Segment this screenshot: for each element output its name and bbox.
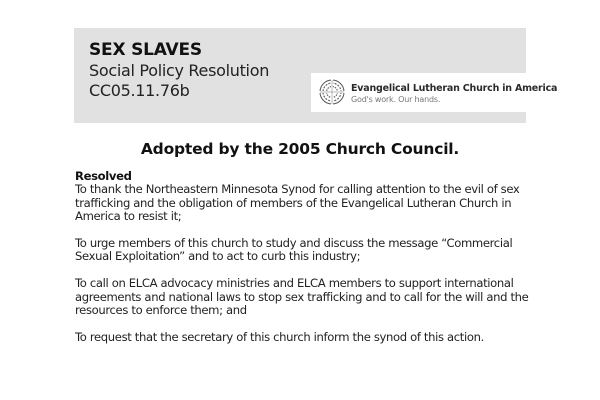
- resolution-paragraph: To thank the Northeastern Minnesota Synod for calling attention to the evil of sex trafficking and the obligation of members of the Evangelical Lutheran Church in America to resist it;: [75, 182, 520, 224]
- document-code: CC05.11.76b: [89, 81, 190, 100]
- document-header: [74, 28, 558, 123]
- resolved-label: Resolved: [75, 169, 132, 183]
- elca-logo: [311, 73, 558, 112]
- resolution-paragraph: To request that the secretary of this church inform the synod of this action.: [75, 329, 484, 344]
- resolution-body: [75, 170, 535, 358]
- resolution-paragraph: To call on ELCA advocacy ministries and ELCA members to support international agreements and national laws to stop sex trafficking and to call for the will and the resources to enforce them; and: [75, 276, 529, 318]
- resolution-paragraph: To urge members of this church to study and discuss the message “Commercial Sexual Exploitation” and to act to curb this industry;: [75, 236, 513, 264]
- elca-cross-emblem-icon: [319, 79, 345, 105]
- document-subtitle: Social Policy Resolution: [89, 61, 270, 80]
- logo-organization-name: Evangelical Lutheran Church in America: [351, 83, 558, 94]
- adopted-heading: Adopted by the 2005 Church Council.: [140, 140, 460, 158]
- document-title: SEX SLAVES: [89, 40, 202, 60]
- logo-tagline: God's work. Our hands.: [351, 95, 441, 104]
